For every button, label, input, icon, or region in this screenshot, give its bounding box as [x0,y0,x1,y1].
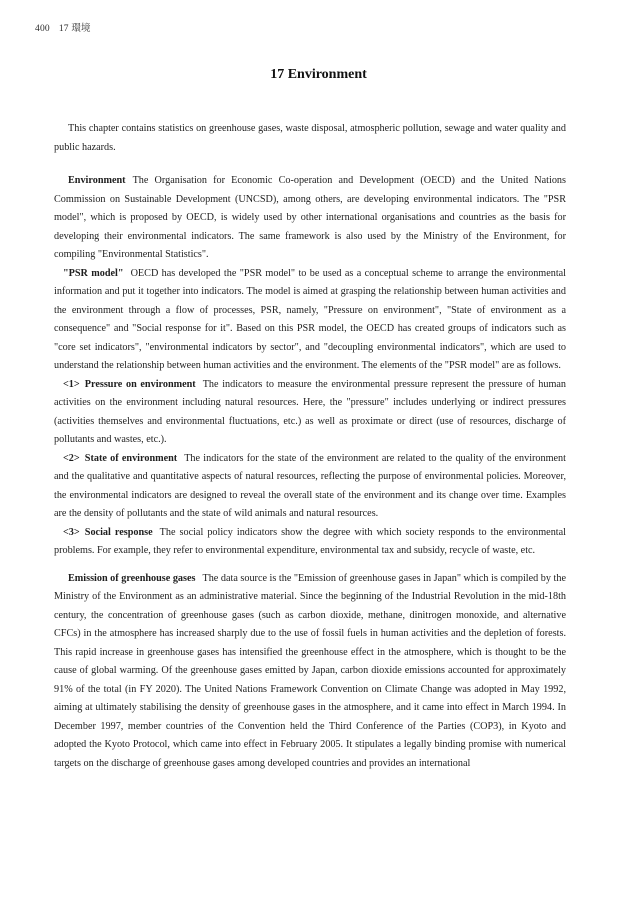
page-header [35,20,91,34]
intro-text: This chapter contains statistics on greenhouse gases, waste disposal, atmospheric pollution, sewage and water quality and public hazards. [54,123,566,153]
psr-item-1-text: The indicators to measure the environmental pressure represent the pressure of human activities on the environment including natural resources. Here, the "pressure" includes underlying or indirect pressures (activities themselves and environmental fluctuations, etc.) as well as proximate or direct (use of resources, discharge of pollutants and wastes, etc.). [54,378,567,445]
intro-paragraph [54,120,566,157]
emission-text: The data source is the "Emission of greenhouse gases in Japan" which is compiled by the Ministry of the Environment as an administrative material. Since the beginning of the Industrial Revolution in the mid-18th century, the concentration of greenhouse gases (such as carbon dioxide, methane, dinitrogen monoxide, and alternative CFCs) in the atmosphere has increased sharply due to the use of fossil fuels in human activities and the depletion of forests. This rapid increase in greenhouse gases has intensified the greenhouse effect in the atmosphere, which is thought to be the cause of global warming. Of the greenhouse gases emitted by Japan, carbon dioxide emissions accounted for approximately 91% of the total (in FY 2020). The United Nations Framework Convention on Climate Change was adopted in May 1992, aiming at ultimately stabilising the density of greenhouse gases in the atmosphere, and it came into effect in March 1994. In December 1997, member countries of the Convention held the Third Conference of the Parties (COP3), in Kyoto and adopted the Kyoto Protocol, which came into effect in February 2005. It stipulates a legally binding promise with numerical targets on the discharge of greenhouse gases among developed countries and provides an international [54,572,566,769]
page-number: 400 [35,24,50,34]
psr-item-3-response [54,524,566,561]
psr-item-2-lead: <2> State of environment [63,452,178,464]
page-title: 17 Environment [270,67,367,82]
psr-item-1-pressure [54,376,566,450]
environment-lead: Environment [68,175,126,186]
environment-text: The Organisation for Economic Co-operation and Development (OECD) and the United Nations Commission on Sustainable Development (UNCSD), among others, are developing environmental indicators. The "PSR model", which is proposed by OECD, is widely used by other international organisations and countries as the basis for developing their environmental indicators. The same framework is also used by the Ministry of the Environment, for compiling "Environmental Statistics". [54,175,566,260]
psr-item-2-state [54,450,566,524]
psr-item-2-text: The indicators for the state of the environment are related to the quality of the environment and the qualitative and quantitative aspects of natural resources, reflecting the purpose of environmental policies. Moreover, the environmental indicators are designed to reveal the overall state of the environment and its change over time. Examples are the density of pollutants and the state of wild animals and natural resources. [54,452,566,519]
emission-paragraph [54,570,566,774]
psr-item-1-lead: <1> Pressure on environment [63,378,196,390]
psr-item-3-lead: <3> Social response [63,526,153,538]
document-body [54,120,566,773]
emission-lead: Emission of greenhouse gases [68,572,196,584]
psr-model-text: OECD has developed the "PSR model" to be used as a conceptual scheme to arrange the environmental information and put it together into indicators. The model is aimed at grasping the relationship between human activities and the environment through a flow of processes, PSR, namely, "Pressure on environment", "State of environment as a consequence" and "Social response for it". Based on this PSR model, the OECD has created groups of indicators such as "core set indicators", "environmental indicators by sector", and "decoupling environmental indicators", which are used to understand the relationship between human activities and the environment. The elements of the "PSR model" are as follows. [54,267,567,371]
psr-model-lead: "PSR model" [63,267,124,279]
chapter-label: 17 環境 [58,24,91,34]
environment-paragraph [54,172,566,265]
psr-model-paragraph [54,265,566,376]
psr-item-3-text: The social policy indicators show the degree with which society responds to the environmental problems. For example, they refer to environmental expenditure, environmental tax and subsidy, recycle of waste, etc. [54,526,566,556]
